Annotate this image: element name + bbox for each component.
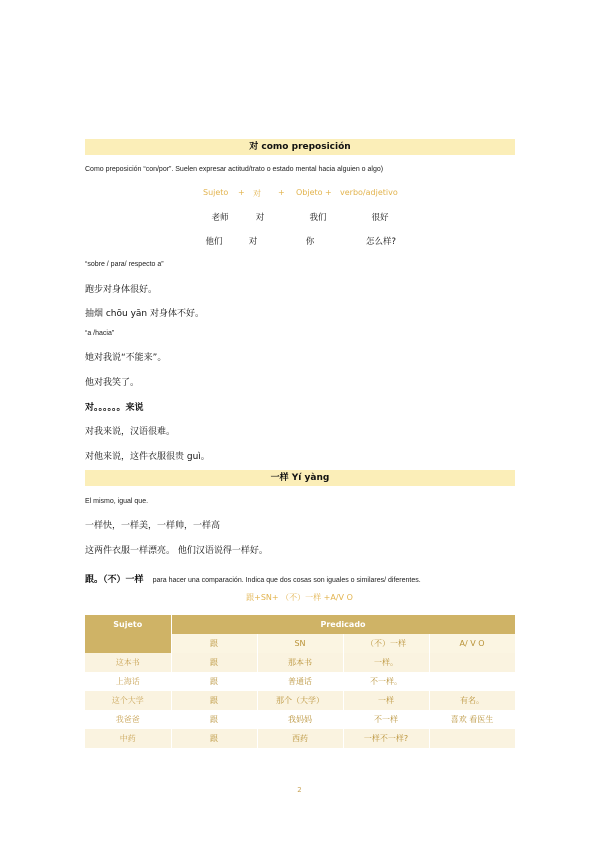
cell-avo: 喜欢 看医生 xyxy=(429,710,515,729)
pattern-dui: 对 xyxy=(253,189,261,198)
yiyang-meaning: El mismo, igual que. xyxy=(85,498,149,505)
sense2-example2: 他对我笑了。 xyxy=(85,378,140,388)
cell-sn: 西药 xyxy=(257,729,343,748)
table-subheader-row xyxy=(85,634,515,653)
yiyang-example1: 一样快，一样美，一样帅，一样高 xyxy=(85,521,221,531)
example1-predicate: 很好 xyxy=(371,213,389,223)
cell-avo: 有名。 xyxy=(429,691,515,710)
pattern-plus-1: + xyxy=(238,188,245,197)
section-header-dui: 对 como preposición xyxy=(85,139,515,155)
subheader-sn: SN xyxy=(257,634,343,653)
yiyang-example2: 这两件衣服一样漂亮。 他们汉语说得一样好。 xyxy=(85,546,268,556)
header-sujeto: Sujeto xyxy=(85,615,171,634)
cell-gen: 跟 xyxy=(171,672,257,691)
pattern-plus-3: + xyxy=(325,188,332,197)
cell-subject: 上海话 xyxy=(85,672,171,691)
subheader-yiyang: （不）一样 xyxy=(343,634,429,653)
table-row xyxy=(85,672,515,691)
construction-example1: 对我来说，汉语很难。 xyxy=(85,427,176,437)
comparison-head: 跟。（不）一样 xyxy=(85,575,144,585)
sense1-example1: 跑步对身体很好。 xyxy=(85,285,158,295)
comparison-line xyxy=(85,567,421,586)
construction-example2: 对他来说，这件衣服很贵 guì。 xyxy=(85,452,210,462)
cell-gen: 跟 xyxy=(171,729,257,748)
table-row xyxy=(85,710,515,729)
example1-subject: 老师 xyxy=(211,213,229,223)
sense2-label: “a /hacia” xyxy=(85,330,115,337)
cell-yiyang: 一样。 xyxy=(343,653,429,672)
cell-sn: 那个（大学） xyxy=(257,691,343,710)
section-header-yiyang: 一样 Yí yàng xyxy=(85,470,515,486)
comparison-table xyxy=(85,615,516,748)
example2-subject: 他们 xyxy=(205,237,223,247)
sense2-example1: 她对我说“不能来”。 xyxy=(85,353,167,363)
sense1-example2: 抽烟 chōu yān 对身体不好。 xyxy=(85,309,204,319)
example2-dui: 对 xyxy=(248,237,258,247)
table-row xyxy=(85,653,515,672)
comparison-desc: para hacer una comparación. Indica que dos cosas son iguales o similares/ diferentes. xyxy=(152,577,421,584)
cell-sn: 那本书 xyxy=(257,653,343,672)
cell-avo xyxy=(429,653,515,672)
cell-gen: 跟 xyxy=(171,691,257,710)
example1-dui: 对 xyxy=(255,213,265,223)
table-row xyxy=(85,691,515,710)
comparison-formula: 跟+SN+ （不）一样 +A/V O xyxy=(246,593,353,602)
cell-subject: 这个大学 xyxy=(85,691,171,710)
subheader-gen: 跟 xyxy=(171,634,257,653)
cell-gen: 跟 xyxy=(171,653,257,672)
subheader-avo: A/ V O xyxy=(429,634,515,653)
example2-object: 你 xyxy=(305,237,315,247)
cell-avo xyxy=(429,672,515,691)
pattern-verbo: verbo/adjetivo xyxy=(340,188,398,197)
cell-avo xyxy=(429,729,515,748)
header-predicado: Predicado xyxy=(171,615,515,634)
cell-gen: 跟 xyxy=(171,710,257,729)
sense1-label: “sobre / para/ respecto a” xyxy=(85,261,164,268)
cell-sn: 普通话 xyxy=(257,672,343,691)
construction-heading: 对。。。。。。来说 xyxy=(85,403,144,413)
cell-yiyang: 不一样 xyxy=(343,710,429,729)
pattern-objeto: Objeto xyxy=(296,188,323,197)
example2-predicate: 怎么样? xyxy=(365,237,396,247)
cell-yiyang: 不一样。 xyxy=(343,672,429,691)
cell-subject: 我爸爸 xyxy=(85,710,171,729)
cell-subject: 这本书 xyxy=(85,653,171,672)
page-number: 2 xyxy=(297,786,302,794)
intro-text: Como preposición “con/por”. Suelen expresar actitud/trato o estado mental hacia alguien o algo) xyxy=(85,166,384,173)
subheader-blank xyxy=(85,634,171,653)
pattern-sujeto: Sujeto xyxy=(203,188,229,197)
table-header-row xyxy=(85,615,515,634)
cell-sn: 我妈妈 xyxy=(257,710,343,729)
example1-object: 我们 xyxy=(309,213,327,223)
cell-subject: 中药 xyxy=(85,729,171,748)
pattern-plus-2: + xyxy=(278,188,285,197)
cell-yiyang: 一样 xyxy=(343,691,429,710)
table-row xyxy=(85,729,515,748)
cell-yiyang: 一样不一样? xyxy=(343,729,429,748)
